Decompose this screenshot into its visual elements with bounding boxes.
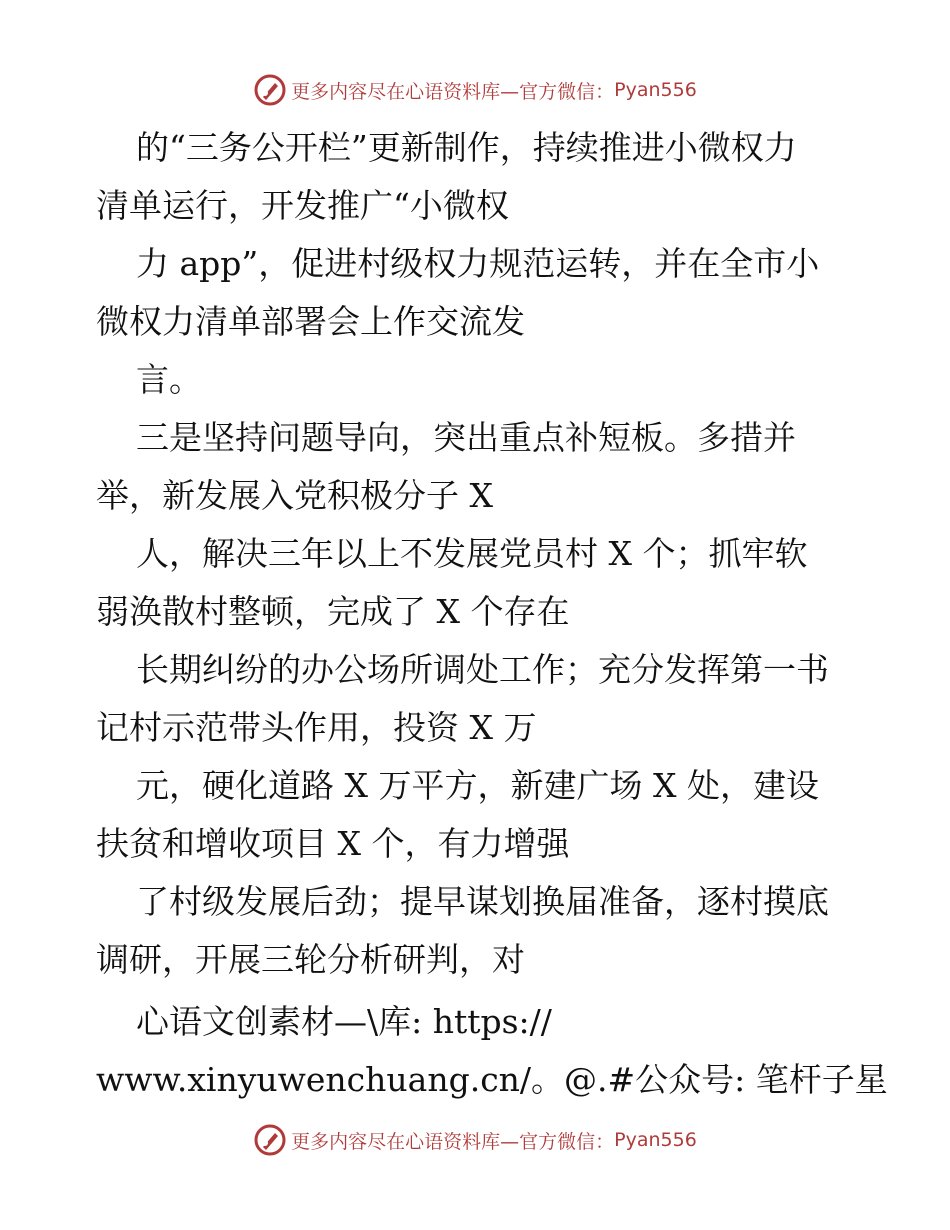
body-line: 长期纠纷的办公场所调处工作；充分发挥第一书 <box>136 650 829 689</box>
body-line: 扶贫和增收项目 X 个，有力增强 <box>96 824 570 863</box>
body-line: 了村级发展后劲；提早谋划换届准备，逐村摸底 <box>136 882 829 921</box>
pen-logo-icon <box>253 1123 287 1157</box>
body-line: 弱涣散村整顿，完成了 X 个存在 <box>96 592 570 631</box>
body-line: 微权力清单部署会上作交流发 <box>96 302 525 341</box>
body-line: 力 app”，促进村级权力规范运转，并在全市小 <box>136 244 820 283</box>
banner-wechat-id: Pyan556 <box>614 79 697 101</box>
banner-text: 更多内容尽在心语资料库—官方微信： <box>291 80 615 103</box>
body-line: 的“三务公开栏”更新制作，持续推进小微权力 <box>136 128 797 167</box>
footer-watermark-banner <box>0 1120 950 1160</box>
body-line: 三是坚持问题导向，突出重点补短板。多措并 <box>136 418 796 457</box>
banner-text: 更多内容尽在心语资料库—官方微信： <box>291 1130 615 1153</box>
body-line: 言。 <box>136 360 202 399</box>
body-line: 记村示范带头作用，投资 X 万 <box>96 708 537 747</box>
banner-wechat-id: Pyan556 <box>614 1129 697 1151</box>
body-line: 清单运行，开发推广“小微权 <box>96 186 509 225</box>
body-line: www.xinyuwenchuang.cn/。@.#公众号: 笔杆子星 <box>96 1060 888 1099</box>
body-line: 元，硬化道路 X 万平方，新建广场 X 处，建设 <box>136 766 819 805</box>
body-line: 举，新发展入党积极分子 X <box>96 476 493 515</box>
body-line: 人，解决三年以上不发展党员村 X 个；抓牢软 <box>136 534 808 573</box>
body-line: 心语文创素材—\库: https:// <box>136 1002 552 1041</box>
body-line: 调研，开展三轮分析研判，对 <box>96 940 525 979</box>
